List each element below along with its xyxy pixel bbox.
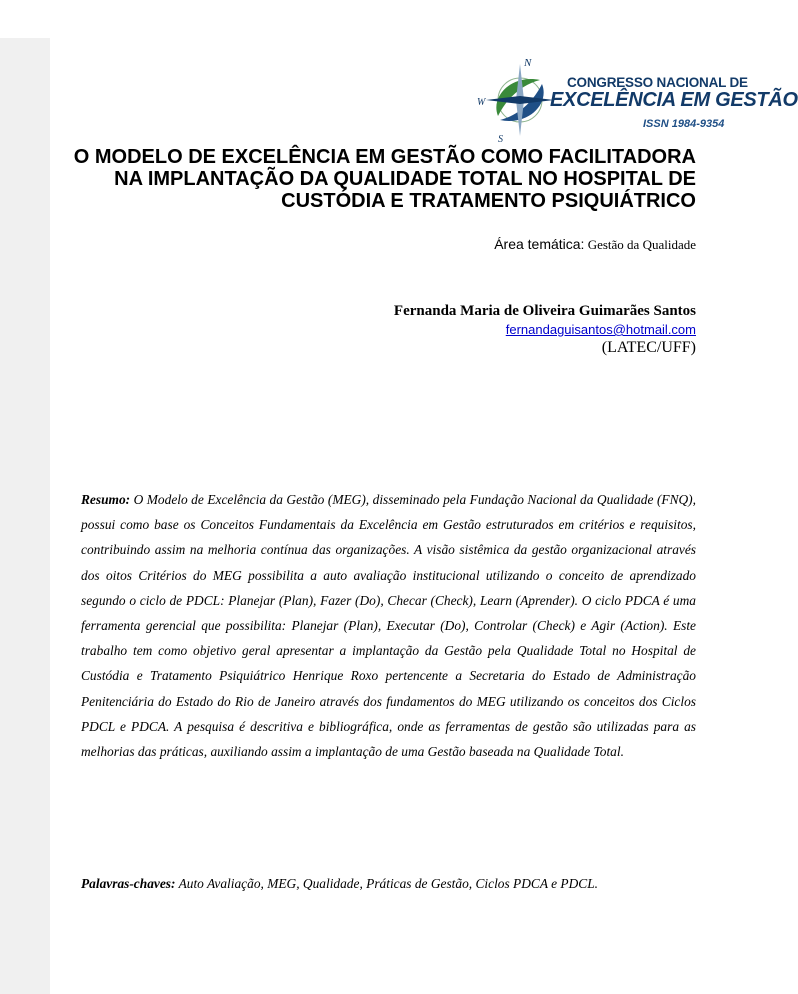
conference-logo [472, 56, 798, 146]
compass-w-label: W [477, 97, 486, 108]
issn-label: ISSN 1984-9354 [643, 118, 725, 130]
compass-s-label: S [498, 134, 503, 145]
compass-n-label: N [524, 57, 532, 69]
abstract-label: Resumo: [81, 492, 131, 507]
logo-line-2: EXCELÊNCIA EM GESTÃO [550, 89, 798, 111]
keywords-label: Palavras-chaves: [81, 876, 176, 891]
author-affiliation: (LATEC/UFF) [601, 339, 696, 356]
logo-line-1: CONGRESSO NACIONAL DE [567, 75, 748, 90]
page-margin-shade [0, 38, 50, 994]
thematic-area-label: Área temática: [494, 236, 585, 252]
keywords [81, 876, 701, 892]
author-email-link[interactable]: fernandaguisantos@hotmail.com [505, 322, 696, 337]
abstract-text: O Modelo de Excelência da Gestão (MEG), disseminado pela Fundação Nacional da Qualidade (FNQ), possui como base os Conceitos Fundamentais da Excelência em Gestão estruturados em critérios e requisitos, contribuindo assim na melhoria contínua das organizações. A visão sistêmica da gestão organizacional através dos oitos Critérios do MEG possibilita a auto avaliação institucional utilizando o conceito de aprendizado segundo o ciclo de PDCL: Planejar (Plan), Fazer (Do), Checar (Check), Learn (Aprender). O ciclo PDCA é uma ferramenta gerencial que possibilita: Planejar (Plan), Executar (Do), Controlar (Check) e Agir (Action). Este trabalho tem como objetivo geral apresentar a implantação da Gestão pela Qualidade Total no Hospital de Custódia e Tratamento Psiquiátrico Henrique Roxo pertencente a Secretaria do Estado de Administração Penitenciária do Estado do Rio de Janeiro através dos fundamentos do MEG utilizando os conceitos dos Ciclos PDCL e PDCA. A pesquisa é descritiva e bibliográfica, onde as ferramentas de gestão são utilizadas para as melhorias das práticas, auxiliando assim a implantação de uma Gestão baseada na Qualidade Total. [81, 492, 696, 760]
thematic-area [494, 236, 696, 253]
paper-title: O MODELO DE EXCELÊNCIA EM GESTÃO COMO FACILITADORA NA IMPLANTAÇÃO DA QUALIDADE TOTAL NO HOSPITAL DE CUSTÓDIA E TRATAMENTO PSIQUIÁTRICO [73, 146, 696, 212]
keywords-text: Auto Avaliação, MEG, Qualidade, Práticas de Gestão, Ciclos PDCA e PDCL. [175, 876, 598, 891]
abstract [81, 487, 696, 764]
thematic-area-value: Gestão da Qualidade [584, 237, 696, 252]
author-name: Fernanda Maria de Oliveira Guimarães Santos [393, 303, 696, 319]
